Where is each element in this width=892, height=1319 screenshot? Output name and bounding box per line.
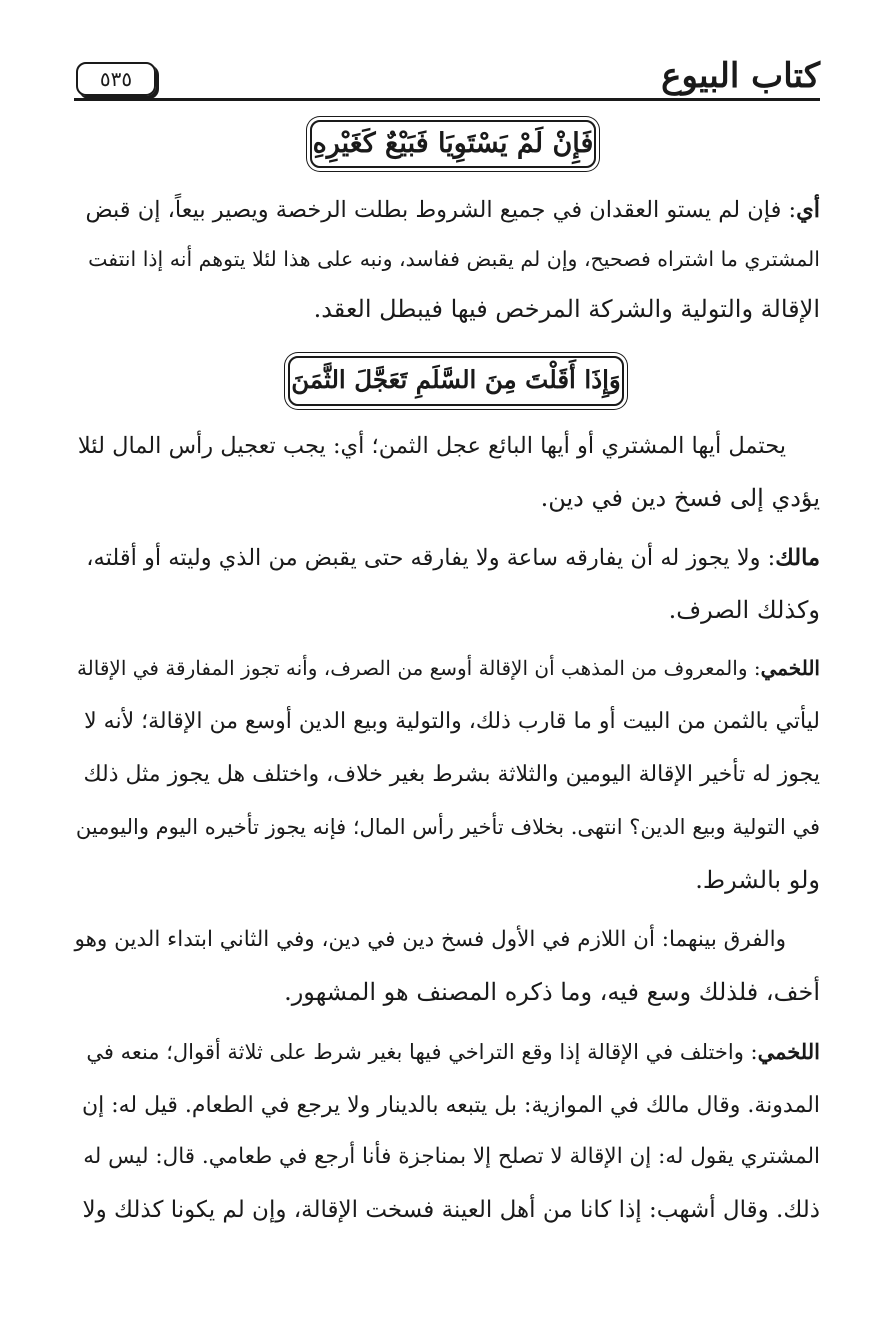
body-line-10 bbox=[83, 754, 820, 794]
line-text: المشتري يقول له: إن الإقالة لا تصلح إلا بمناجزة فأنا أرجع في طعامي. قال: ليس له bbox=[83, 1144, 820, 1169]
line-lead: اللخمي bbox=[760, 656, 820, 680]
line-text: ذلك. وقال أشهب: إذا كانا من أهل العينة فسخت الإقالة، وإن لم يكونا كذلك ولا bbox=[82, 1197, 820, 1223]
body-line-17 bbox=[83, 1137, 820, 1177]
line-text: في التولية وبيع الدين؟ انتهى. بخلاف تأخير رأس المال؛ فإنه يجوز تأخيره اليوم واليومين bbox=[75, 815, 820, 839]
line-text: يحتمل أيها المشتري أو أيها البائع عجل الثمن؛ أي: يجب تعجيل رأس المال لئلا bbox=[77, 433, 786, 459]
line-lead: اللخمي bbox=[757, 1039, 820, 1064]
line-text: أخف، فلذلك وسع فيه، وما ذكره المصنف هو المشهور. bbox=[284, 978, 820, 1006]
line-text: والفرق بينهما: أن اللازم في الأول فسخ دين في دين، وفي الثاني ابتداء الدين وهو bbox=[74, 927, 786, 952]
page-number: ٥٣٥ bbox=[76, 62, 156, 96]
verse-box-2: وَإِذَا أَقَلْتَ مِنَ السَّلَمِ تَعَجَّلَ الثَّمَنَ bbox=[288, 356, 624, 406]
verse-box-1: فَإِنْ لَمْ يَسْتَوِيَا فَبَيْعٌ كَغَيْرِهِ bbox=[310, 120, 596, 168]
body-line-16 bbox=[82, 1085, 820, 1125]
page-header bbox=[74, 56, 820, 102]
body-line-4 bbox=[78, 426, 786, 466]
body-line-3 bbox=[314, 289, 820, 329]
line-text: يجوز له تأخير الإقالة اليومين والثلاثة بشرط بغير خلاف، واختلف هل يجوز مثل ذلك bbox=[83, 762, 820, 787]
body-line-6 bbox=[86, 538, 820, 578]
body-line-15 bbox=[86, 1032, 820, 1072]
line-text: : والمعروف من المذهب أن الإقالة أوسع من الصرف، وأنه تجوز المفارقة في الإقالة bbox=[76, 656, 761, 680]
line-lead: مالك bbox=[775, 545, 820, 571]
line-text: : فإن لم يستو العقدان في جميع الشروط بطلت الرخصة ويصير بيعاً، إن قبض bbox=[85, 197, 797, 223]
body-line-13 bbox=[74, 920, 786, 960]
book-title: كتاب البيوع bbox=[661, 56, 820, 96]
body-line-1 bbox=[85, 190, 820, 230]
body-line-14 bbox=[284, 972, 820, 1012]
line-text: : واختلف في الإقالة إذا وقع التراخي فيها بغير شرط على ثلاثة أقوال؛ منعه في bbox=[86, 1040, 758, 1064]
body-line-18 bbox=[82, 1190, 820, 1230]
body-line-8 bbox=[77, 648, 820, 688]
line-text: ليأتي بالثمن من البيت أو ما قارب ذلك، والتولية وبيع الدين أوسع من الإقالة؛ لأنه لا bbox=[84, 709, 820, 734]
body-line-2 bbox=[88, 239, 820, 279]
body-line-12 bbox=[695, 860, 820, 900]
line-text: : ولا يجوز له أن يفارقه ساعة ولا يفارقه حتى يقبض من الذي وليته أو أقلته، bbox=[86, 545, 776, 571]
line-text: وكذلك الصرف. bbox=[668, 596, 820, 624]
header-rule bbox=[74, 98, 820, 101]
line-text: ولو بالشرط. bbox=[695, 866, 820, 894]
body-line-9 bbox=[84, 701, 820, 741]
line-text: يؤدي إلى فسخ دين في دين. bbox=[540, 484, 820, 512]
body-line-5 bbox=[541, 478, 820, 518]
line-text: المشتري ما اشتراه فصحيح، وإن لم يقبض ففاسد، ونبه على هذا لئلا يتوهم أنه إذا انتفت bbox=[88, 247, 820, 271]
line-lead: أي bbox=[796, 197, 820, 223]
body-line-11 bbox=[76, 807, 820, 847]
line-text: المدونة. وقال مالك في الموازية: بل يتبعه بالدينار ولا يرجع في الطعام. قيل له: إن bbox=[81, 1093, 820, 1118]
body-line-7 bbox=[669, 590, 820, 630]
line-text: الإقالة والتولية والشركة المرخص فيها فيبطل العقد. bbox=[313, 295, 820, 323]
